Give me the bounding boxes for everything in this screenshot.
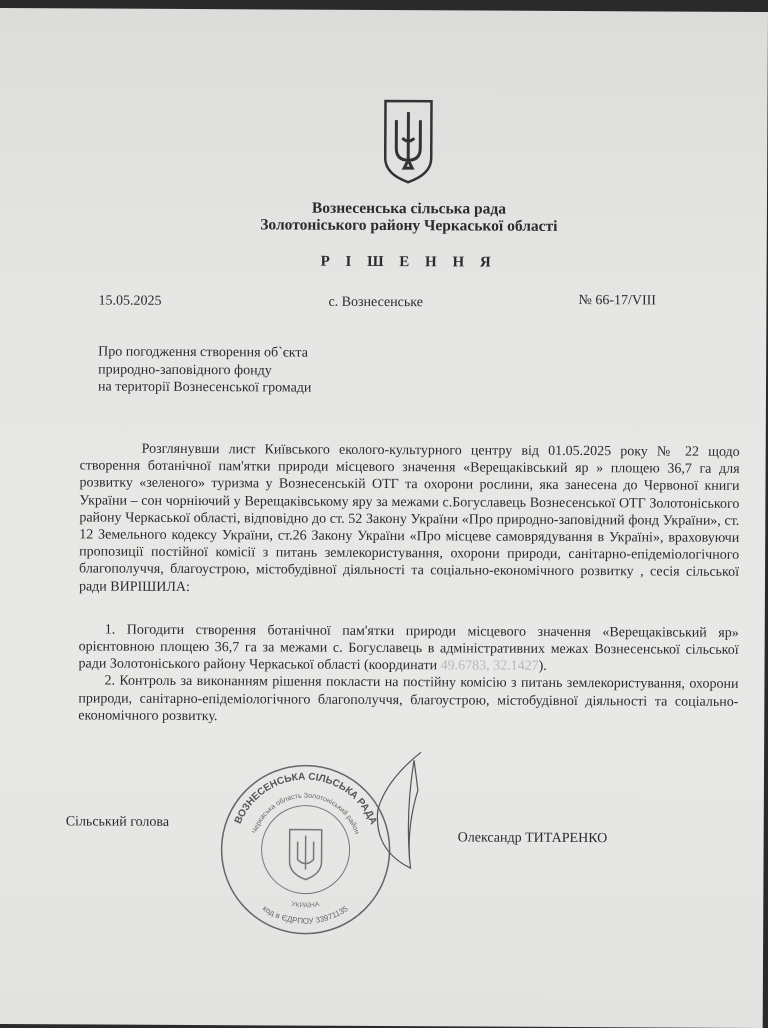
subject-line: Про погодження створення об`єкта	[98, 344, 308, 361]
item-text: 1. Погодити створення ботанічної пам'ятки природи місцевого значення «Верещаківський яр» орієнтовною площею 36,7 га за межами с. Богуславець в адміністративних межах Вознесенської сільської ради Золотоніського району Черкаської області (координати	[78, 622, 739, 674]
signer-role: Сільський голова	[65, 814, 170, 830]
stamp-country: УКРАЇНА	[290, 900, 321, 910]
stamp-outer-text: ВОЗНЕСЕНСЬКА СІЛЬСЬКА РАДА	[232, 771, 379, 827]
stamp-inner-text: Черкаська область Золотоніський район	[251, 792, 361, 836]
subject-line: на території Вознесенської громади	[97, 379, 312, 396]
signer-name: Олександр ТИТАРЕНКО	[457, 830, 608, 847]
handwritten-signature	[365, 750, 446, 870]
preamble-text: Розглянувши лист Київського еколого-культурного центру від 01.05.2025 року № 22 щодо створення ботанічної пам'ятки природи місцевого значення «Верещаківський яр » площею 36,7 га для розвитку «зеленого» туризма у Вознесенській ОТГ та охорони рослини, яка занесена до Червоної книги України – сон чорніючий у Верещаківському яру за межами с.Богуславець Вознесенської ОТГ Золотоніського району Черкаської області, відповідно до ст. 52 Закону України «Про природно-заповідний фонд України», ст. 12 Земельного кодексу України, ст.26 Закону України «Про місцеве самоврядування в Україні», враховуючи пропозиції постійної комісії з питань землекористування, охорони природи, санітарно-епідеміологічного благополуччя, благоустрою, містобудівної діяльності та соціально-економічного розвитку , сесія сільської ради ВИРІШИЛА:	[78, 441, 740, 595]
doc-number: № 66-17/VIII	[578, 293, 657, 309]
doc-subject	[98, 344, 312, 398]
stamp-trident-icon	[289, 830, 321, 880]
doc-date: 15.05.2025	[98, 293, 162, 309]
decision-item-1	[79, 621, 739, 676]
decision-items	[78, 621, 739, 728]
document-body	[78, 440, 739, 727]
doc-place: с. Вознесенське	[328, 294, 424, 311]
coordinates: 49.6783, 32.1427	[440, 658, 539, 675]
doc-title: Р І Ш Е Н Н Я	[320, 253, 497, 271]
svg-text:УКРАЇНА	[290, 901, 320, 910]
subject-line: природно-заповідного фонду	[98, 362, 272, 378]
stamp-code-text: код в ЄДРПОУ 33971135	[261, 903, 350, 926]
decision-item-2: 2. Контроль за виконанням рішення покласти на постійну комісію з питань землекористування, охорони природи, санітарно-епідеміологічного благополуччя, благоустрою, містобудівної діяльності та соціально-економічного розвитку.	[78, 673, 739, 724]
trident-emblem-icon	[382, 98, 434, 184]
document-page	[0, 8, 768, 1028]
org-name: Вознесенська сільська рада	[311, 199, 507, 218]
org-region: Золотоніського району Черкаської області	[260, 216, 558, 235]
item-tail: ).	[538, 659, 547, 675]
